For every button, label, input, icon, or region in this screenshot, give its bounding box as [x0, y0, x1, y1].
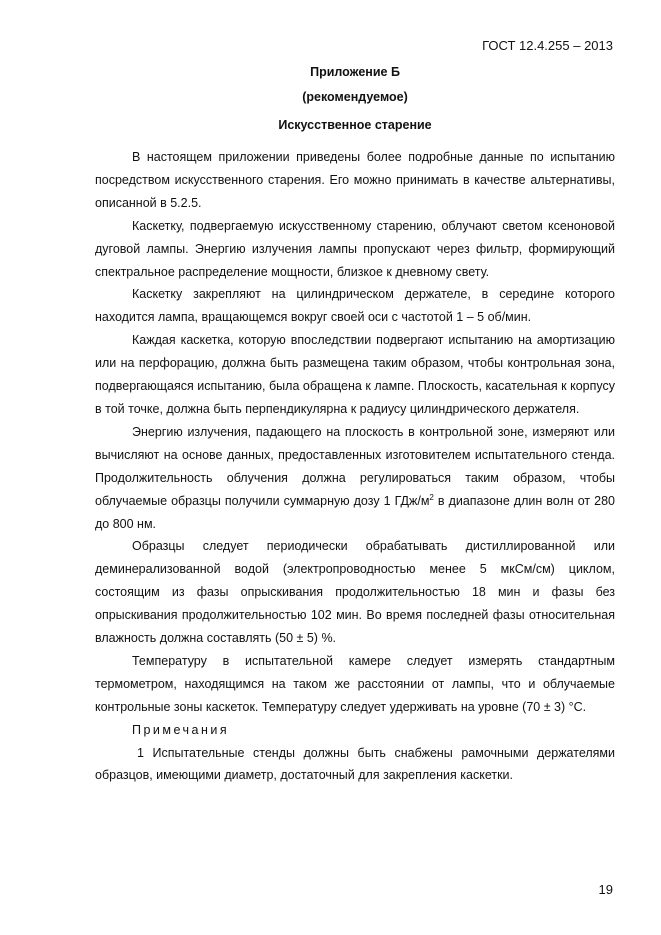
note-1-text: 1 Испытательные стенды должны быть снабжены рамочными держателями образцов, имеющими диаметр, достаточный для закрепления каскетки. — [95, 745, 615, 783]
page-number: 19 — [598, 882, 613, 897]
body-text — [95, 146, 615, 787]
note-1 — [95, 742, 615, 788]
document-code: ГОСТ 12.4.255 – 2013 — [482, 38, 613, 53]
notes-label: Примечания — [132, 722, 230, 737]
paragraph-3: Каскетку закрепляют на цилиндрическом держателе, в середине которого находится лампа, вращающемся вокруг своей оси с частотой 1 – 5 об/мин. — [95, 287, 615, 325]
appendix-status: (рекомендуемое) — [302, 90, 408, 104]
paragraph-6: Образцы следует периодически обрабатывать дистиллированной или деминерализованной водой (электропроводностью менее 5 мкСм/см) циклом, состоящим из фазы опрыскивания продолжительностью 18 мин и фазы без опрыскивания продолжительностью 102 мин. Во время последней фазы относительная влажность должна составлять (50 ± 5) %. — [95, 539, 615, 646]
section-title: Искусственное старение — [278, 118, 432, 132]
dose-superscript: 2 — [429, 492, 434, 502]
paragraph-dose — [95, 421, 615, 536]
paragraph-7: Температуру в испытательной камере следует измерять стандартным термометром, находящимся на таком же расстоянии от лампы, что и облучаемые контрольные зоны каскеток. Температуру следует удерживать на уровне (70 ± 3) °С. — [95, 653, 615, 714]
paragraph-4: Каждая каскетка, которую впоследствии подвергают испытанию на амортизацию или на перфорацию, должна быть размещена таким образом, чтобы контрольная зона, подвергающаяся испытанию, была обращена к лампе. Плоскость, касательная к корпусу в той точке, должна быть перпендикулярна к радиусу цилиндрического держателя. — [95, 333, 615, 416]
dose-text-after: в диапазоне длин волн от 280 до 800 нм. — [95, 493, 615, 531]
paragraph-2: Каскетку, подвергаемую искусственному старению, облучают светом ксеноновой дуговой лампы. Энергию излучения лампы пропускают через фильтр, формирующий спектральное распределение мощности, близкое к дневному свету. — [95, 218, 615, 279]
paragraph-1: В настоящем приложении приведены более подробные данные по испытанию посредством искусственного старения. Его можно принимать в качестве альтернативы, описанной в 5.2.5. — [95, 150, 615, 210]
dose-text-before: Энергию излучения, падающего на плоскость в контрольной зоне, измеряют или вычисляют на основе данных, предоставленных изготовителем испытательного стенда. Продолжительность облучения должна регулироваться таким образом, чтобы облучаемые образцы получили суммарную дозу 1 ГДж/м — [95, 424, 615, 508]
appendix-title: Приложение Б — [310, 65, 400, 79]
